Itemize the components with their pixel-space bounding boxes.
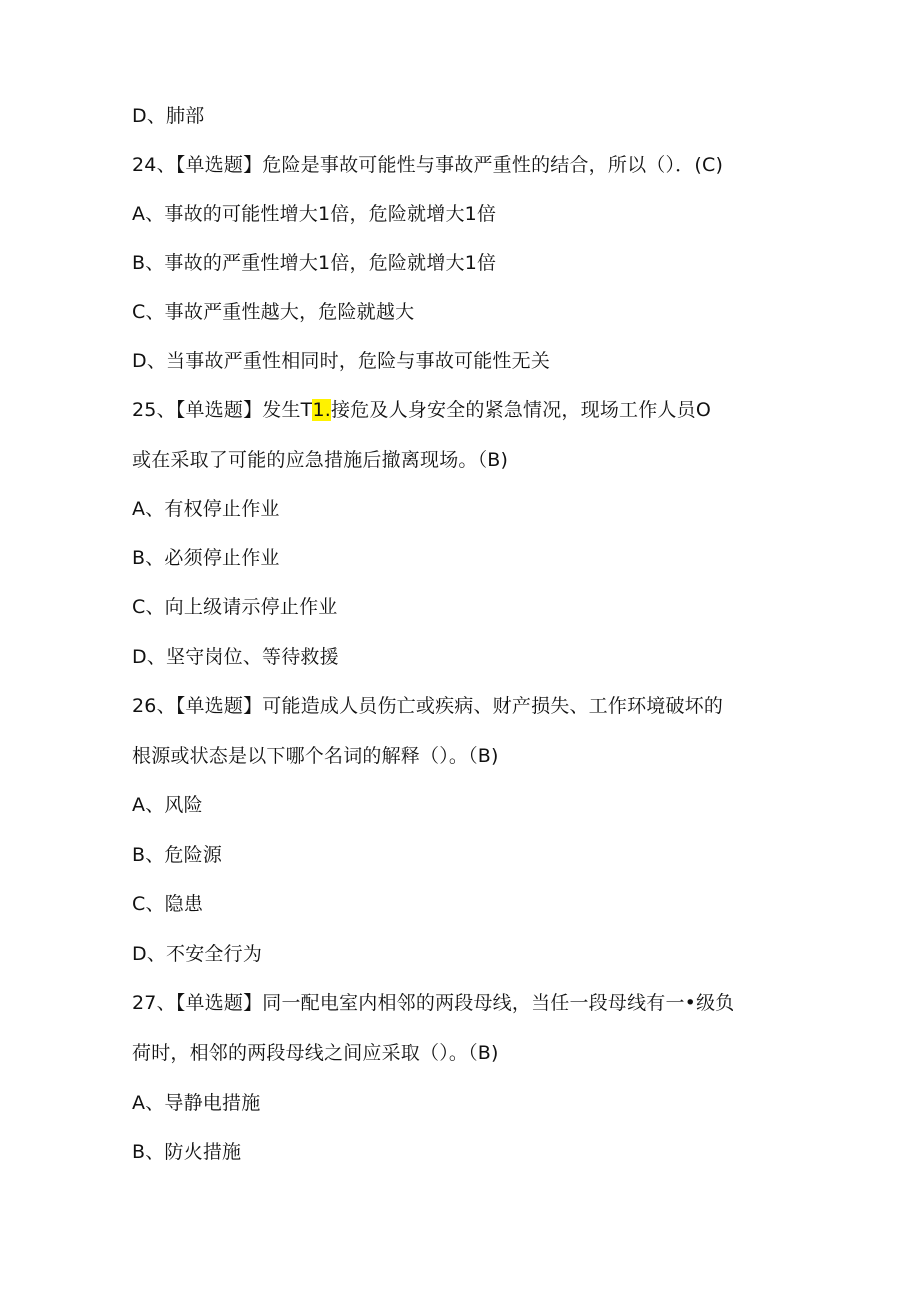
question-25 [132,398,711,422]
option-d-q23: D、肺部 [132,105,205,127]
question-27: 27、【单选题】同一配电室内相邻的两段母线，当任一段母线有一•级负 [132,992,735,1014]
option-d-q26: D、不安全行为 [132,943,263,965]
question-27-continuation: 荷时，相邻的两段母线之间应采取（）。（B) [132,1042,499,1064]
option-c-q25: C、向上级请示停止作业 [132,596,338,618]
highlighted-text: 1. [312,399,332,421]
option-b-q27: B、防火措施 [132,1141,242,1163]
option-a-q26: A、风险 [132,794,203,816]
option-c-q26: C、隐患 [132,893,204,915]
option-d-q25: D、坚守岗位、等待救援 [132,646,339,668]
option-a-q24: A、事故的可能性增大1倍，危险就增大1倍 [132,203,497,225]
question-25-continuation: 或在采取了可能的应急措施后撤离现场。（B) [132,449,509,471]
question-24: 24、【单选题】危险是事故可能性与事故严重性的结合，所以（）．(C) [132,154,724,176]
question-25-text-start: 25、【单选题】发生T [132,399,313,421]
question-26-continuation: 根源或状态是以下哪个名词的解释（）。（B) [132,745,499,767]
option-c-q24: C、事故严重性越大，危险就越大 [132,301,415,323]
question-25-text-end: 接危及人身安全的紧急情况，现场工作人员O [331,399,711,421]
question-26: 26、【单选题】可能造成人员伤亡或疾病、财产损失、工作环境破坏的 [132,695,724,717]
option-d-q24: D、当事故严重性相同时，危险与事故可能性无关 [132,350,551,372]
option-a-q25: A、有权停止作业 [132,498,280,520]
option-b-q24: B、事故的严重性增大1倍，危险就增大1倍 [132,252,497,274]
option-b-q25: B、必须停止作业 [132,547,280,569]
option-b-q26: B、危险源 [132,844,223,866]
option-a-q27: A、导静电措施 [132,1092,261,1114]
